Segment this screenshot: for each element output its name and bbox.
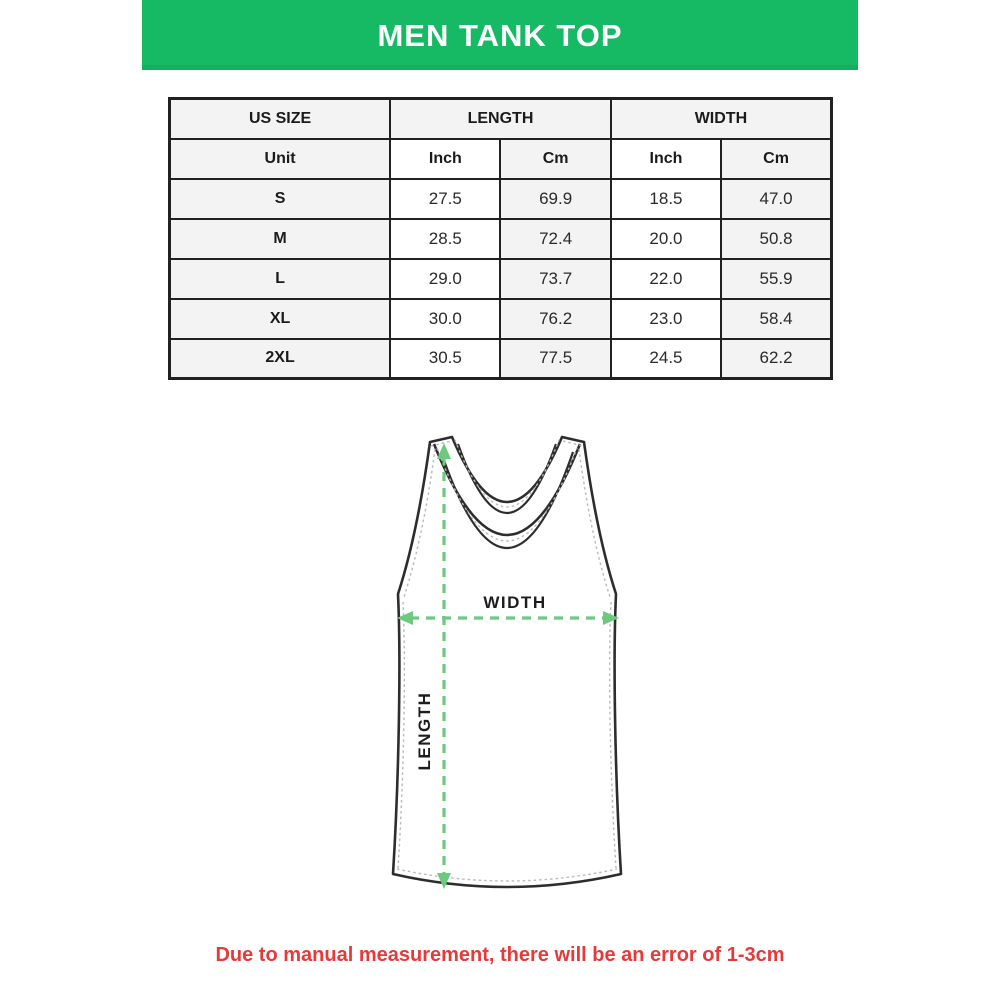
length-inch-cell: 28.5 [390,219,500,259]
header-length-cm: Cm [500,139,610,179]
width-inch-cell: 18.5 [611,179,721,219]
length-inch-cell: 30.5 [390,339,500,379]
page-title: MEN TANK TOP [377,17,623,53]
width-cm-cell: 47.0 [721,179,831,219]
length-inch-cell: 27.5 [390,179,500,219]
length-measure-label: LENGTH [415,691,434,771]
tank-outline [393,437,621,887]
table-row-l [170,259,832,299]
table-row-s [170,179,832,219]
width-inch-cell: 23.0 [611,299,721,339]
size-cell: S [170,179,391,219]
size-chart-table [168,97,833,380]
table-unit-row [170,139,832,179]
size-cell: L [170,259,391,299]
header-width: WIDTH [611,99,832,139]
width-inch-cell: 20.0 [611,219,721,259]
tank-top-drawing [360,408,640,908]
width-cm-cell: 50.8 [721,219,831,259]
table-row-xl [170,299,832,339]
width-inch-cell: 24.5 [611,339,721,379]
width-cm-cell: 58.4 [721,299,831,339]
length-cm-cell: 76.2 [500,299,610,339]
length-inch-cell: 29.0 [390,259,500,299]
length-cm-cell: 77.5 [500,339,610,379]
width-cm-cell: 55.9 [721,259,831,299]
table-row-2xl [170,339,832,379]
size-cell: 2XL [170,339,391,379]
header-us-size: US SIZE [170,99,391,139]
length-cm-cell: 69.9 [500,179,610,219]
length-cm-cell: 73.7 [500,259,610,299]
title-banner [142,0,858,70]
measurement-disclaimer: Due to manual measurement, there will be an error of 1-3cm [215,944,785,966]
header-width-inch: Inch [611,139,721,179]
table-row-m [170,219,832,259]
table-header-row [170,99,832,139]
size-cell: XL [170,299,391,339]
header-length-inch: Inch [390,139,500,179]
header-unit: Unit [170,139,391,179]
header-length: LENGTH [390,99,611,139]
tank-top-diagram [360,408,640,908]
length-inch-cell: 30.0 [390,299,500,339]
width-measure-label: WIDTH [483,593,547,612]
header-width-cm: Cm [721,139,831,179]
width-inch-cell: 22.0 [611,259,721,299]
width-cm-cell: 62.2 [721,339,831,379]
length-cm-cell: 72.4 [500,219,610,259]
size-cell: M [170,219,391,259]
